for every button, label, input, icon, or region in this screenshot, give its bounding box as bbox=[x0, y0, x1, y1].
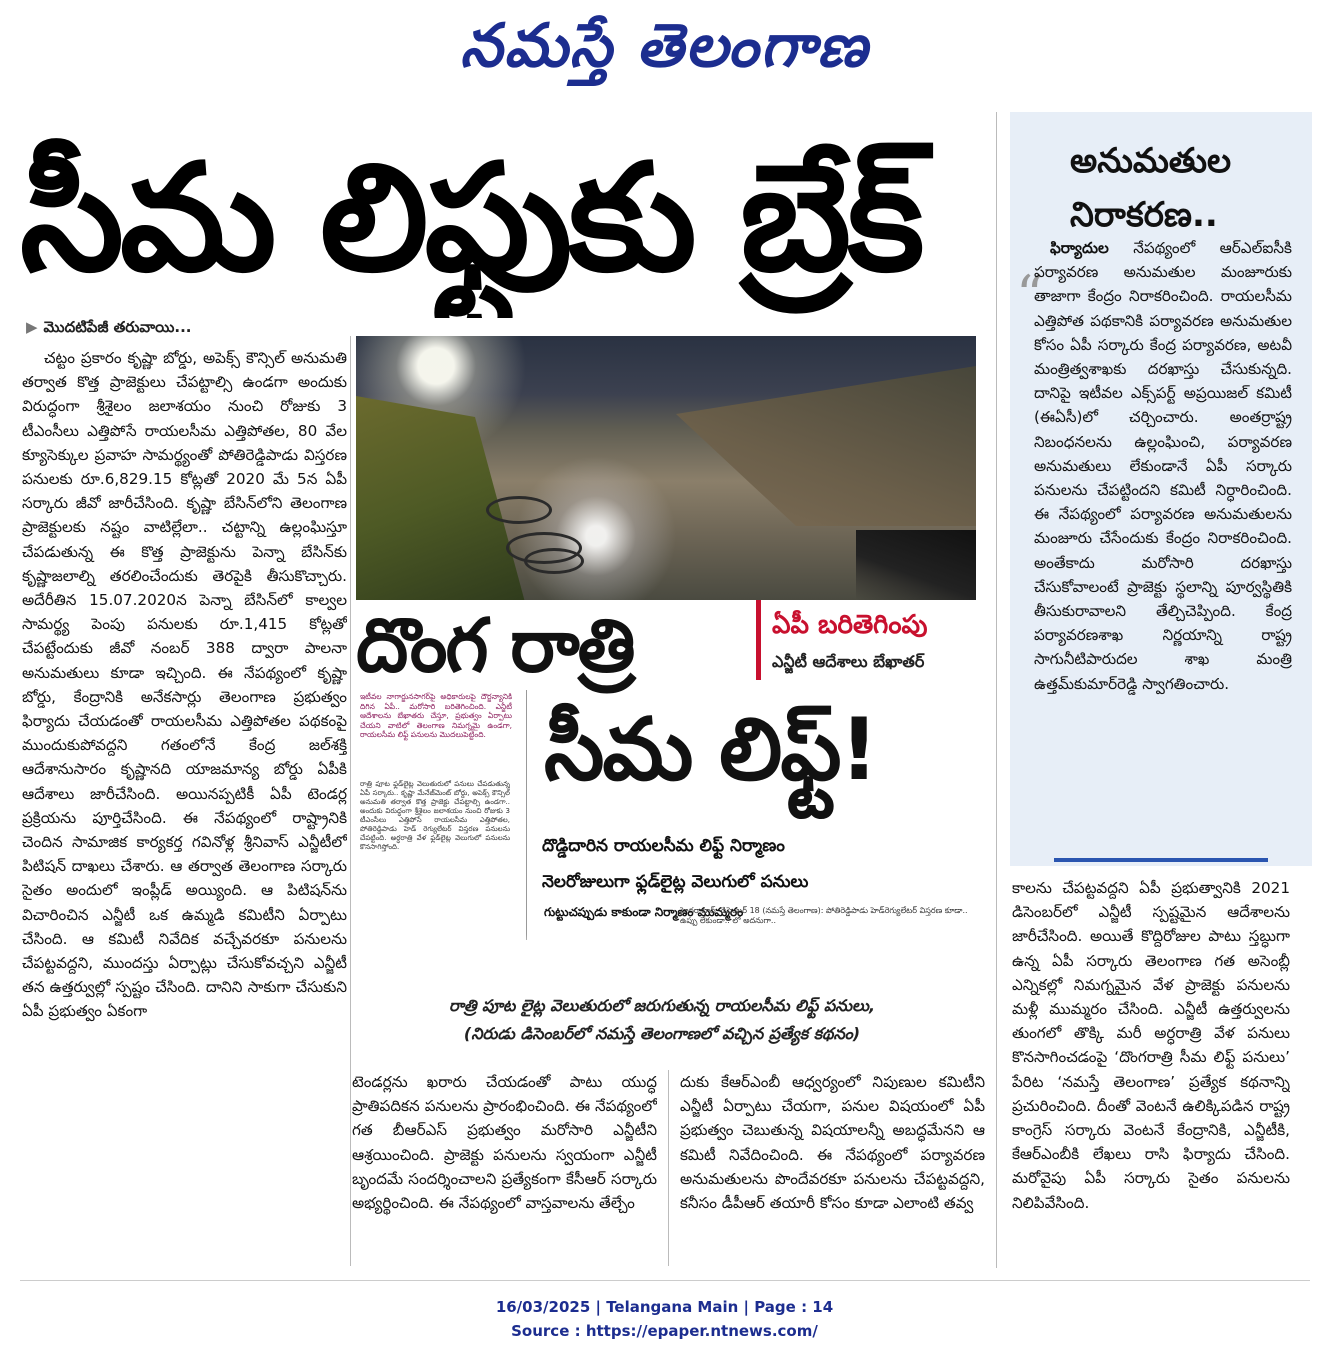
clipping-body: రాత్రి పూట ఫ్లడ్‌లైట్ల వెలుతురులో పనులు చేపడుతున్న ఏపీ సర్కారు.. కృష్ణా మేనేజ్‌మెంట్ బోర్డు, అపెక్స్ కౌన్సిల్ అనుమతి తర్వాత కొత్త ప్రాజెక్టు చేపట్టాల్సి ఉండగా.. అందుకు విరుద్ధంగా శ్రీశైలం జలాశయం నుంచి రోజుకు 3 టీఎంసీలు ఎత్తిపోసే రాయలసీమ ఎత్తిపోతల, పోతిరెడ్డిపాడు హెడ్ రెగ్యులేటర్ విస్తరణ పనులను చేపట్టింది. అర్ధరాత్రి వేళ ఫ్లడ్‌లైట్ల వెలుగులో పనులను కొనసాగిస్తోంది. bbox=[360, 780, 510, 851]
clipping-headline-1: దొంగ రాత్రి bbox=[356, 603, 634, 689]
sidebar-text bbox=[1034, 236, 1292, 846]
article-column-1 bbox=[22, 346, 347, 1264]
footer-source: Source : https://epaper.ntnews.com/ bbox=[511, 1322, 818, 1340]
sidebar-lead: ఫిర్యాదుల bbox=[1050, 239, 1109, 257]
clipping-headline-2: సీమ లిఫ్ట్! bbox=[544, 700, 877, 800]
tag-subtitle: ఎన్జీటీ ఆదేశాలు బేఖాతర్ bbox=[772, 652, 925, 671]
clipping-subhead-3: గుట్టుచప్పుడు కాకుండా నిర్మాణం ముమ్మరం bbox=[544, 905, 744, 919]
caption-line-1: రాత్రి పూట లైట్ల వెలుతురులో జరుగుతున్న రాయలసీమ లిఫ్ట్ పనులు, bbox=[448, 996, 876, 1015]
photo-well bbox=[524, 548, 584, 574]
clipping-subhead-1: దొడ్డిదారిన రాయలసీమ లిఫ్ట్ నిర్మాణం bbox=[542, 836, 785, 856]
arrow-right-icon: ▶ bbox=[26, 318, 38, 336]
sidebar-title bbox=[1070, 134, 1231, 242]
sidebar-body: నేపథ్యంలో ఆర్ఎల్ఐసీకి పర్యావరణ అనుమతుల మంజూరుకు తాజాగా కేంద్రం నిరాకరించింది. రాయలసీమ ఎత్తిపోత పథకానికి పర్యావరణ అనుమతుల కోసం ఏపీ సర్కారు కేంద్ర పర్యావరణ, అటవీ మంత్రిత్వశాఖకు దరఖాస్తు చేసుకున్నది. దానిపై ఇటీవల ఎక్స్‌పర్ట్ అప్రయిజల్ కమిటీ (ఈఏసీ)లో చర్చించారు. అంతర్రాష్ట్ర నిబంధనలను ఉల్లంఘించి, పర్యావరణ అనుమతులు లేకుండానే ఏపీ సర్కారు పనులను చేపట్టిందని కమిటీ నిర్ధారించింది. ఈ నేపథ్యంలో పర్యావరణ అనుమతులను మంజూరు చేసేందుకు కేంద్రం నిరాకరించింది. అంతేకాదు మరోసారి దరఖాస్తు చేసుకోవాలంటే ప్రాజెక్టు స్థలాన్ని పూర్వస్థితికి తీసుకురావాలని తేల్చిచెప్పింది. కేంద్ర పర్యావరణశాఖ నిర్ణయాన్ని రాష్ట్ర సాగునీటిపారుదల శాఖ మంత్రి ఉత్తమ్‌కుమార్‌రెడ్డి స్వాగతించారు. bbox=[1034, 239, 1292, 693]
clipping-dateline: హైదరాబాద్, డిసెంబర్ 18 (నమస్తే తెలంగాణ): పోతిరెడ్డిపాడు హెడ్‌రెగ్యులేటర్ విస్తరణ కూడా.. ఉప్పు లేకుండా.. లో అదనుగా.. bbox=[680, 906, 968, 925]
photo-shadow bbox=[856, 530, 976, 600]
sidebar-title-line-1: అనుమతుల bbox=[1070, 141, 1232, 181]
sidebar-box bbox=[1010, 112, 1312, 866]
construction-site-photo bbox=[356, 336, 976, 600]
photo-hill bbox=[676, 366, 976, 526]
photo-well bbox=[486, 496, 552, 524]
sidebar-bottom-bar bbox=[1054, 858, 1268, 862]
masthead-logo: నమస్తే తెలంగాణ bbox=[459, 11, 870, 81]
article-column-3 bbox=[680, 1070, 985, 1265]
clipping-subhead-2: నెలరోజులుగా ఫ్లడ్‌లైట్ల వెలుగులో పనులు bbox=[542, 872, 809, 892]
column-2-text: టెండర్లను ఖరారు చేయడంతో పాటు యుద్ధ ప్రాతిపదికన పనులను ప్రారంభించింది. ఈ నేపథ్యంలో గత బీఆర్‌ఎస్ ప్రభుత్వం మరోసారి ఎన్జీటీని ఆశ్రయించింది. ప్రాజెక్టు పనులను స్వయంగా ఎన్జీటీ బృందమే సందర్శించాలని ప్రత్యేకంగా కేసీఆర్ సర్కారు అభ్యర్థించింది. ఈ నేపథ్యంలో వాస్తవాలను తేల్చేం bbox=[352, 1073, 657, 1213]
column-1-text: చట్టం ప్రకారం కృష్ణా బోర్డు, అపెక్స్ కౌన్సిల్ అనుమతి తర్వాత కొత్త ప్రాజెక్టులు చేపట్టాల్సి ఉండగా అందుకు విరుద్ధంగా శ్రీశైలం జలాశయం నుంచి రోజుకు 3 టీఎంసీలు ఎత్తిపోసే రాయలసీమ ఎత్తిపోతల, 80 వేల క్యూసెక్కుల ప్రవాహ సామర్థ్యంతో పోతిరెడ్డిపాడు విస్తరణ పనులకు రూ.6,829.15 కోట్లతో 2020 మే 5న ఏపీ సర్కారు జీవో జారీచేసింది. కృష్ణా బేసిన్‌లోని తెలంగాణ ప్రాజెక్టులకు నష్టం వాటిల్లేలా.. చట్టాన్ని ఉల్లంఘిస్తూ చేపడుతున్న ఈ కొత్త ప్రాజెక్టును పెన్నా బేసిన్‌కు కృష్ణాజలాల్ని తరలించేందుకు తెరపైకి తీసుకొచ్చారు. అదేరీతిన 15.07.2020న పెన్నా బేసిన్‌లో కాల్వల సామర్థ్య పెంపు పనులకు రూ.1,415 కోట్లతో చేపట్టేందుకు జీవో నంబర్ 388 ద్వారా పాలనా అనుమతులు కూడా ఇచ్చింది. ఈ నేపథ్యంలో కృష్ణా బోర్డు, కేంద్రానికి అనేకసార్లు తెలంగాణ ప్రభుత్వం ఫిర్యాదు చేయడంతో రాయలసీమ ఎత్తిపోతల పథకంపై ముందుకుపోవద్దని గతంలోనే కేంద్ర జల్‌శక్తి ఆదేశానుసారం కృష్ణానది యాజమాన్య బోర్డు ఏపీకి ఆదేశాలు జారీచేసింది. అయినప్పటికీ ఏపీ టెండర్ల ప్రక్రియను పూర్తిచేసింది. ఈ నేపథ్యంలో రాష్ట్రానికి చెందిన సామాజిక కార్యకర్త గవినోళ్ల శ్రీనివాస్ ఎన్జీటీలో పిటిషన్ దాఖలు చేశారు. ఆ తర్వాత తెలంగాణ సర్కారు సైతం అందులో ఇంప్లీడ్ అయ్యింది. ఆ పిటిషన్‌ను విచారించిన ఎన్జీటీ ఒక ఉమ్మడి కమిటీని ఏర్పాటు చేసింది. ఆ కమిటీ నివేదిక వచ్చేవరకూ పనులను చేపట్టవద్దని, ముందస్తు ఏర్పాట్లు చేసుకోవచ్చని ఎన్జీటీ తన ఉత్తర్వుల్లో స్పష్టం చేసింది. దానిని సాకుగా చేసుకుని ఏపీ ప్రభుత్వం ఏకంగా bbox=[22, 349, 347, 1021]
article-column-4 bbox=[1012, 876, 1290, 1268]
tag-accent-bar bbox=[756, 600, 761, 680]
column-4-text: కాలను చేపట్టవద్దని ఏపీ ప్రభుత్వానికి 2021 డిసెంబర్‌లో ఎన్జీటీ స్పష్టమైన ఆదేశాలను జారీచేసింది. అయితే కొద్దిరోజుల పాటు స్తబ్ధుగా ఉన్న ఏపీ సర్కారు తెలంగాణ గత అసెంబ్లీ ఎన్నికల్లో నిమగ్నమైన వేళ ప్రాజెక్టు పనులను మళ్లీ ముమ్మరం చేసింది. ఎన్జీటీ ఉత్తర్వులను తుంగలో తొక్కి మరీ అర్ధరాత్రి వేళ పనులు కొనసాగించడంపై ‘దొంగరాత్రి సీమ లిఫ్ట్ పనులు’ పేరిట ‘నమస్తే తెలంగాణ’ ప్రత్యేక కథనాన్ని ప్రచురించింది. దీంతో వెంటనే ఉలిక్కిపడిన రాష్ట్ర కాంగ్రెస్ సర్కారు వెంటనే కేంద్రానికి, ఎన్జీటీకి, కేఆర్ఎంబీకి లేఖలు రాసి ఫిర్యాదు చేసింది. మరోవైపు ఏపీ సర్కారు సైతం పనులను నిలిపివేసింది. bbox=[1012, 879, 1290, 1212]
tag-title: ఏపీ బరితెగింపు bbox=[772, 610, 928, 640]
sidebar-title-line-2: నిరాకరణ.. bbox=[1070, 195, 1218, 235]
column-divider bbox=[996, 112, 997, 1268]
footer-divider bbox=[20, 1280, 1310, 1281]
clipping-divider bbox=[526, 690, 527, 940]
continued-label: మొదటిపేజీ తరువాయి... bbox=[43, 318, 192, 336]
headline: సీమ లిఫ్టుకు బ్రేక్ bbox=[20, 132, 921, 304]
caption-line-2: (నిరుడు డిసెంబర్‌లో నమస్తే తెలంగాణలో వచ్చిన ప్రత్యేక కథనం) bbox=[463, 1024, 861, 1043]
quote-icon: “ bbox=[1016, 264, 1044, 327]
torn-edge bbox=[352, 934, 978, 974]
continued-from-front bbox=[26, 318, 192, 340]
column-divider bbox=[350, 336, 351, 1266]
column-divider bbox=[668, 1070, 669, 1266]
article-column-2 bbox=[352, 1070, 657, 1265]
clipping-intro: ఇటీవల నాగార్జునసాగర్‌పై అధికారులపై దౌర్జన్యానికి దిగిన ఏపీ.. మరోసారి బరితెగించింది. ఎన్జీటీ ఆదేశాలను బేఖాతరు చేస్తూ, ప్రభుత్వం ఏర్పాటు చేయని వాటిలో తెలంగాణ నిమగ్నమై ఉండగా, రాయలసీమ లిఫ్ట్ పనులను మొదలుపెట్టింది. bbox=[360, 692, 512, 739]
column-3-text: దుకు కేఆర్ఎంబీ ఆధ్వర్యంలో నిపుణుల కమిటీని ఎన్జీటీ ఏర్పాటు చేయగా, పనుల విషయంలో ఏపీ ప్రభుత్వం చెబుతున్న విషయాలన్నీ అబద్ధమేనని ఆ కమిటీ నివేదించింది. ఈ నేపథ్యంలో పర్యావరణ అనుమతులను పొందేవరకూ పనులను చేపట్టవద్దని, కనీసం డీపీఆర్ తయారీ కోసం కూడా ఎలాంటి తవ్వ bbox=[680, 1073, 985, 1213]
photo-caption bbox=[352, 992, 972, 1048]
footer-edition-info: 16/03/2025 | Telangana Main | Page : 14 bbox=[495, 1298, 834, 1316]
